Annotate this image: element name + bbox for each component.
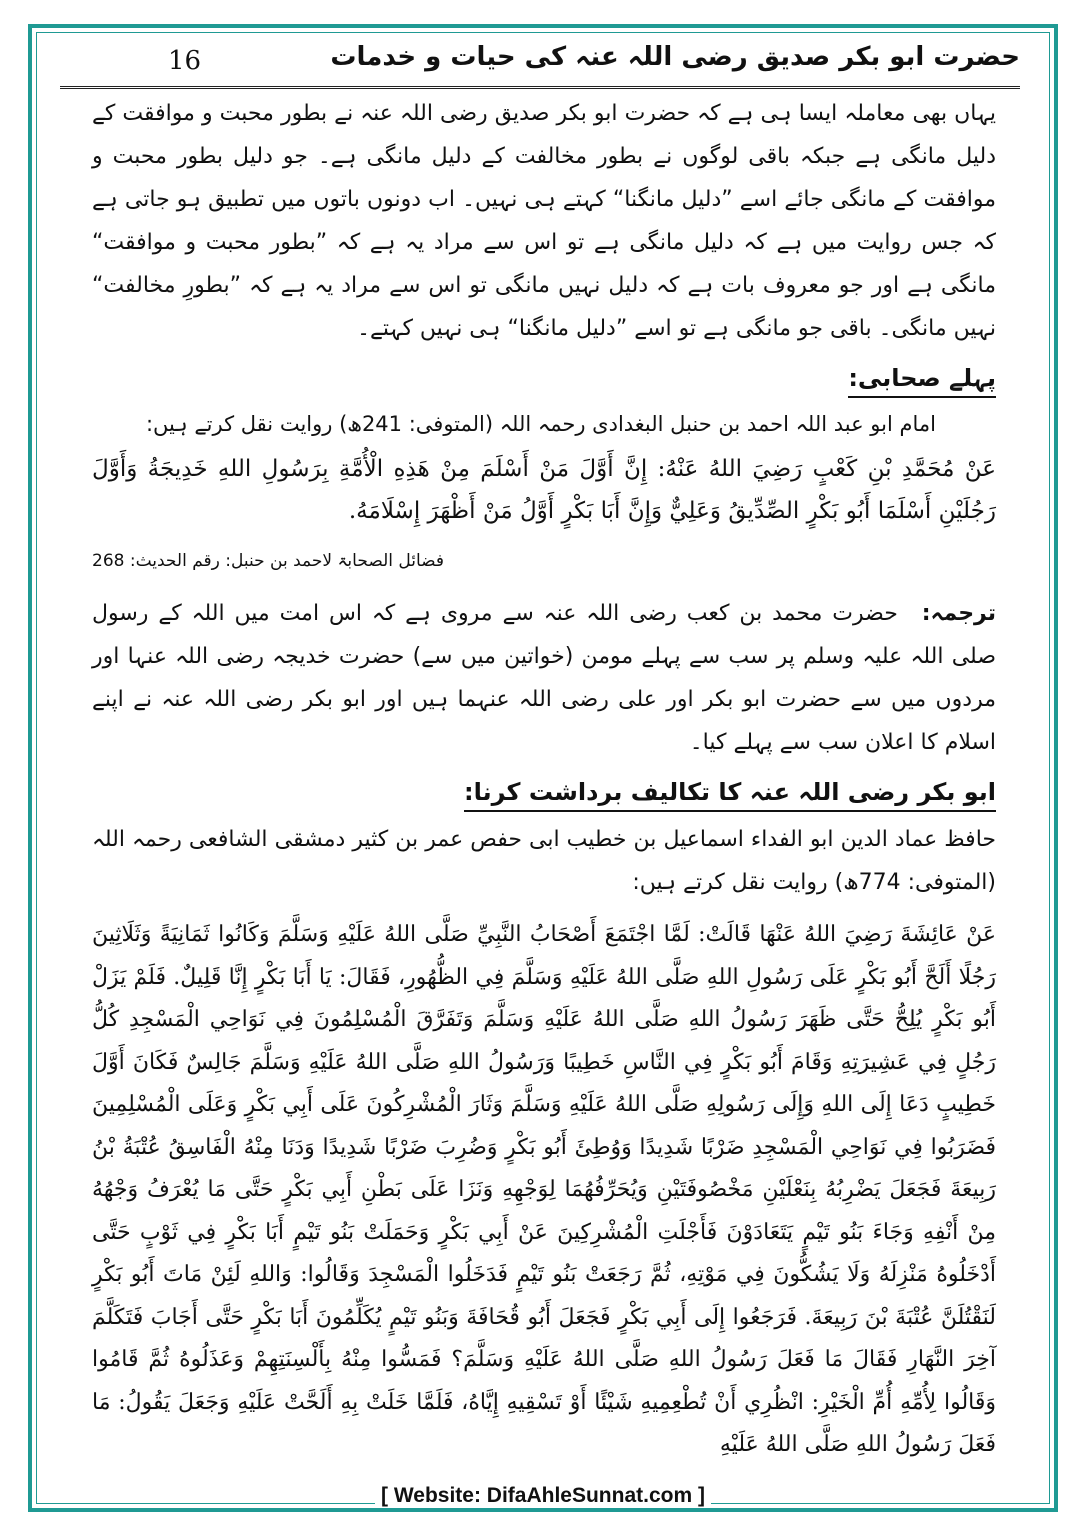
section-heading-text: ابو بکر رضی اللہ عنہ کا تکالیف برداشت کرنا: bbox=[464, 778, 996, 812]
arabic-hadith: عَنْ عَائِشَةَ رَضِيَ اللهُ عَنْهَا قَالَتْ: لَمَّا اجْتَمَعَ أَصْحَابُ النَّبِيِّ صَلَّى اللهُ عَلَيْهِ وَسَلَّمَ وَكَانُوا ثَمَانِيَةً وَثَلَاثِينَ رَجُلًا أَلَحَّ أَبُو بَكْرٍ عَلَى رَسُولِ اللهِ صَلَّى اللهُ عَلَيْهِ وَسَلَّمَ فِي الظُّهُورِ، فَقَالَ: يَا أَبَا بَكْرٍ إِنَّا قَلِيلٌ. فَلَمْ يَزَلْ أَبُو بَكْرٍ يُلِحُّ حَتَّى ظَهَرَ رَسُولُ اللهِ صَلَّى اللهُ عَلَيْهِ وَسَلَّمَ وَتَفَرَّقَ الْمُسْلِمُونَ فِي نَوَاحِي الْمَسْجِدِ كُلُّ رَجُلٍ فِي عَشِيرَتِهِ وَقَامَ أَبُو بَكْرٍ فِي النَّاسِ خَطِيبًا وَرَسُولُ اللهِ صَلَّى اللهُ عَلَيْهِ وَسَلَّمَ جَالِسٌ فَكَانَ أَوَّلَ خَطِيبٍ دَعَا إِلَى اللهِ وَإِلَى رَسُولِهِ صَلَّى اللهُ عَلَيْهِ وَسَلَّمَ وَثَارَ الْمُشْرِكُونَ عَلَى أَبِي بَكْرٍ وَعَلَى الْمُسْلِمِينَ فَضَرَبُوا فِي نَوَاحِي الْمَسْجِدِ ضَرْبًا شَدِيدًا وَوُطِئَ أَبُو بَكْرٍ وَضُرِبَ ضَرْبًا شَدِيدًا وَدَنَا مِنْهُ الْفَاسِقُ عُتْبَةُ بْنُ رَبِيعَةَ فَجَعَلَ يَضْرِبُهُ بِنَعْلَيْنِ مَخْصُوفَتَيْنِ وَيُحَرِّفُهُمَا لِوَجْهِهِ وَنَزَا عَلَى بَطْنِ أَبِي بَكْرٍ حَتَّى مَا يُعْرَفُ وَجْهُهُ مِنْ أَنْفِهِ وَجَاءَ بَنُو تَيْمٍ يَتَعَادَوْنَ فَأَجْلَتِ الْمُشْرِكِينَ عَنْ أَبِي بَكْرٍ وَحَمَلَتْ بَنُو تَيْمٍ أَبَا بَكْرٍ فِي ثَوْبٍ حَتَّى أَدْخَلُوهُ مَنْزِلَهُ وَلَا يَشُكُّونَ فِي مَوْتِهِ، ثُمَّ رَجَعَتْ بَنُو تَيْمٍ فَدَخَلُوا الْمَسْجِدَ وَقَالُوا: وَاللهِ لَئِنْ مَاتَ أَبُو بَكْرٍ لَنَقْتُلَنَّ عُتْبَةَ بْنَ رَبِيعَةَ. فَرَجَعُوا إِلَى أَبِي بَكْرٍ فَجَعَلَ أَبُو قُحَافَةَ وَبَنُو تَيْمٍ يُكَلِّمُونَ أَبَا بَكْرٍ حَتَّى أَجَابَ فَتَكَلَّمَ آخِرَ النَّهَارِ فَقَالَ مَا فَعَلَ رَسُولُ اللهِ صَلَّى اللهُ عَلَيْهِ وَسَلَّمَ؟ فَمَسُّوا مِنْهُ بِأَلْسِنَتِهِمْ وَعَذَلُوهُ ثُمَّ قَامُوا وَقَالُوا لِأُمِّهِ أُمِّ الْخَيْرِ: انْظُرِي أَنْ تُطْعِمِيهِ شَيْئًا أَوْ تَسْقِيهِ إِيَّاهُ، فَلَمَّا خَلَتْ بِهِ أَلَحَّتْ عَلَيْهِ وَجَعَلَ يَقُولُ: مَا فَعَلَ رَسُولُ اللهِ صَلَّى اللهُ عَلَيْهِ bbox=[92, 922, 996, 1457]
page-number: 16 bbox=[168, 46, 202, 76]
translation-label: ترجمہ: bbox=[921, 601, 996, 626]
narration-intro: امام ابو عبد اللہ احمد بن حنبل البغدادی رحمہ اللہ (المتوفی: 241ھ) روایت نقل کرتے ہیں: bbox=[145, 412, 936, 436]
website-footer bbox=[0, 1484, 1086, 1508]
page-content bbox=[92, 92, 996, 1467]
section-heading-first-companion bbox=[92, 356, 996, 400]
page-header bbox=[60, 36, 1020, 89]
translation-text: حضرت محمد بن کعب رضی اللہ عنہ سے مروی ہے کہ اس امت میں اللہ کے رسول صلی اللہ علیہ وسلم پر سب سے پہلے مومن (خواتین میں سے) حضرت خدیجہ رضی اللہ عنہا اور مردوں میں سے حضرت ابو بکر اور علی رضی اللہ عنہما ہیں اور ابو بکر رضی اللہ عنہ نے اپنے اسلام کا اعلان سب سے پہلے کیا۔ bbox=[92, 601, 996, 755]
translation-paragraph bbox=[92, 592, 996, 764]
section-heading-text: پہلے صحابی: bbox=[848, 364, 996, 398]
opening-paragraph: یہاں بھی معاملہ ایسا ہی ہے کہ حضرت ابو بکر صدیق رضی اللہ عنہ نے بطور محبت و موافقت کے دلیل مانگی ہے جبکہ باقی لوگوں نے بطور مخالفت کے دلیل مانگی ہے۔ جو دلیل بطور محبت و موافقت کے مانگی جائے اسے ”دلیل مانگنا“ کہتے ہی نہیں۔ اب دونوں باتوں میں تطبیق ہو جاتی ہے کہ جس روایت میں ہے کہ دلیل مانگی ہے تو اس سے مراد یہ ہے کہ ”بطور محبت و موافقت“ مانگی ہے اور جو معروف بات ہے کہ دلیل نہیں مانگی تو اس سے مراد یہ ہے کہ ”بطورِ مخالفت“ نہیں مانگی۔ باقی جو مانگی ہے تو اسے ”دلیل مانگنا“ ہی نہیں کہتے۔ bbox=[92, 101, 996, 341]
arabic-hadith: عَنْ مُحَمَّدِ بْنِ كَعْبٍ رَضِيَ اللهُ عَنْهُ: إِنَّ أَوَّلَ مَنْ أَسْلَمَ مِنْ هَذِهِ الْأُمَّةِ بِرَسُولِ اللهِ خَدِيجَةُ وَأَوَّلَ رَجُلَيْنِ أَسْلَمَا أَبُو بَكْرٍ الصِّدِّيقُ وَعَلِيٌّ وَإِنَّ أَبَا بَكْرٍ أَوَّلُ مَنْ أَظْهَرَ إِسْلَامَهُ. bbox=[92, 456, 996, 524]
narration-intro: حافظ عماد الدین ابو الفداء اسماعیل بن خطیب ابی حفص عمر بن کثیر دمشقی الشافعی رحمہ اللہ (المتوفی: 774ھ) روایت نقل کرتے ہیں: bbox=[92, 827, 996, 895]
website-link[interactable]: [ Website: DifaAhleSunnat.com ] bbox=[375, 1484, 711, 1507]
running-title: حضرت ابو بکر صدیق رضی اللہ عنہ کی حیات و خدمات bbox=[330, 42, 1020, 72]
section-heading-hardships bbox=[92, 770, 996, 814]
hadith-reference: فضائل الصحابۃ لاحمد بن حنبل: رقم الحدیث: 268 bbox=[92, 551, 445, 571]
